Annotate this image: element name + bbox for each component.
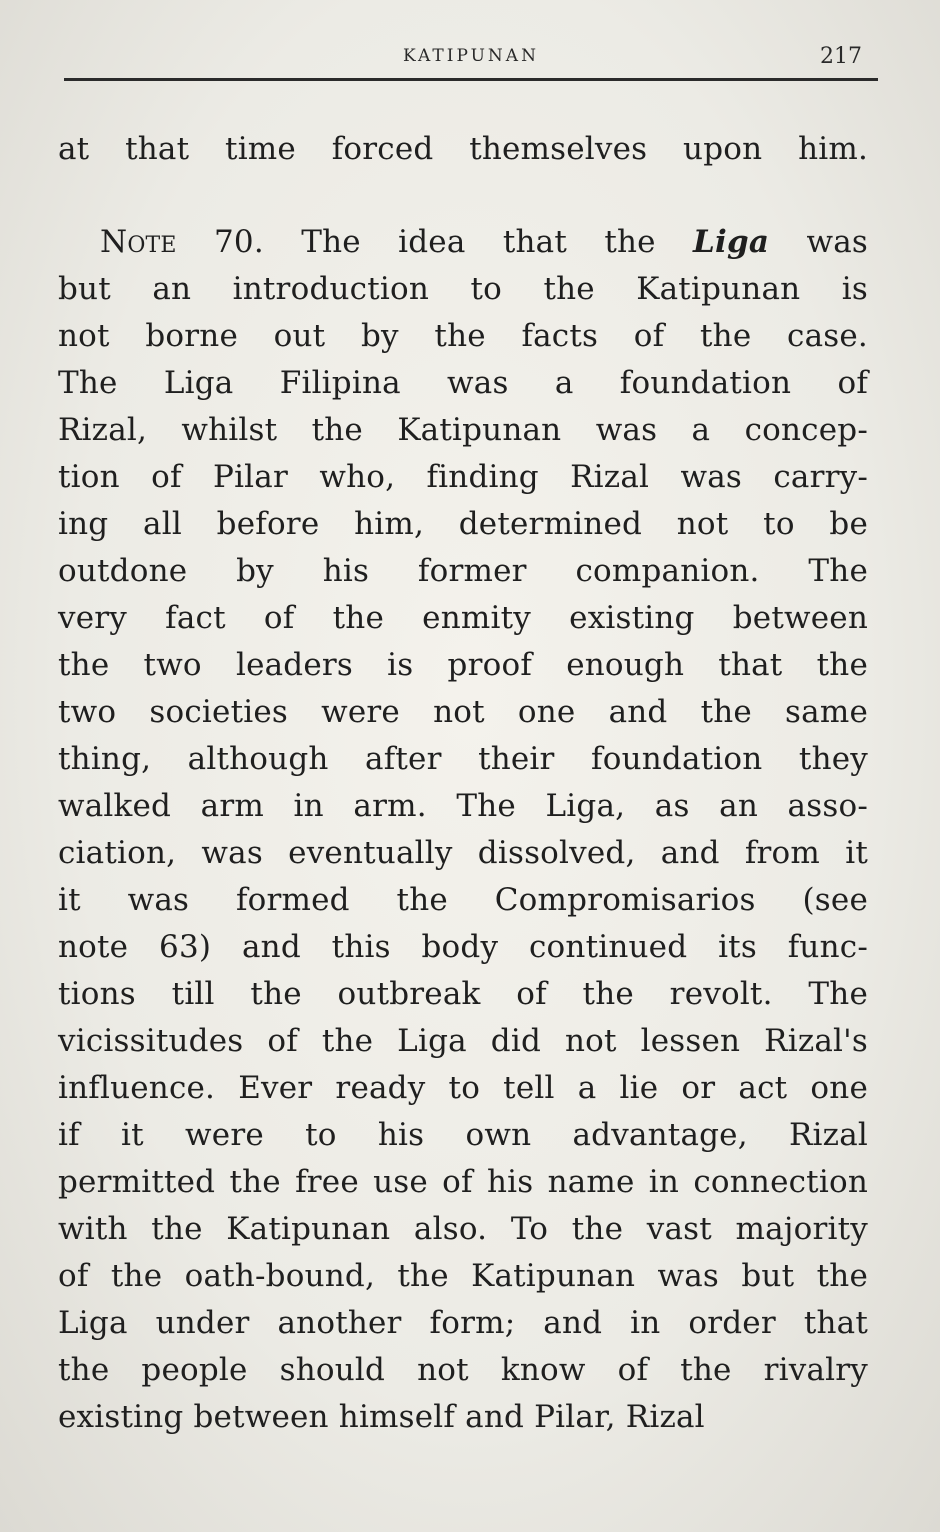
text-line: not borne out by the facts of the case. — [58, 318, 868, 354]
text-line: tions till the outbreak of the revolt. The — [58, 976, 868, 1012]
text-line: permitted the free use of his name in connection — [58, 1164, 868, 1200]
text-line: very fact of the enmity existing between — [58, 600, 868, 636]
text-line: influence. Ever ready to tell a lie or act one — [58, 1070, 868, 1106]
page-number: 217 — [820, 44, 862, 69]
text-line: but an introduction to the Katipunan is — [58, 271, 868, 307]
text-line: two societies were not one and the same — [58, 694, 868, 730]
text-line: existing between himself and Pilar, Rizal — [58, 1399, 705, 1435]
text-line: The Liga Filipina was a foundation of — [58, 365, 868, 401]
paragraph-gap — [58, 173, 868, 219]
note-first-line-italic: Liga — [693, 224, 770, 260]
text-line: Liga under another form; and in order that — [58, 1305, 868, 1341]
text-line: walked arm in arm. The Liga, as an asso- — [58, 788, 868, 824]
text-line: Rizal, whilst the Katipunan was a concep- — [58, 412, 868, 448]
text-line: vicissitudes of the Liga did not lessen Rizal's — [58, 1023, 868, 1059]
note-first-line-text: The idea that the — [263, 224, 694, 260]
running-head — [64, 42, 878, 82]
text-line: the people should not know of the rivalry — [58, 1352, 868, 1388]
text-line: thing, although after their foundation they — [58, 741, 868, 777]
text-line: tion of Pilar who, finding Rizal was carry- — [58, 459, 868, 495]
header-rule — [64, 78, 878, 81]
text-line: note 63) and this body continued its func- — [58, 929, 868, 965]
running-title: KATIPUNAN — [403, 46, 539, 66]
text-line: it was formed the Compromisarios (see — [58, 882, 868, 918]
text-line: ing all before him, determined not to be — [58, 506, 868, 542]
body-text — [58, 126, 868, 1441]
text-line: if it were to his own advantage, Rizal — [58, 1117, 868, 1153]
note-first-line-end: was — [769, 224, 868, 260]
text-line: ciation, was eventually dissolved, and from it — [58, 835, 868, 871]
text-line: the two leaders is proof enough that the — [58, 647, 868, 683]
text-line: with the Katipunan also. To the vast majority — [58, 1211, 868, 1247]
text-line: of the oath-bound, the Katipunan was but the — [58, 1258, 868, 1294]
note-label: Note 70. — [100, 224, 264, 260]
text-line: at that time forced themselves upon him. — [58, 131, 868, 167]
text-line: outdone by his former companion. The — [58, 553, 868, 589]
note-first-line — [58, 219, 868, 266]
